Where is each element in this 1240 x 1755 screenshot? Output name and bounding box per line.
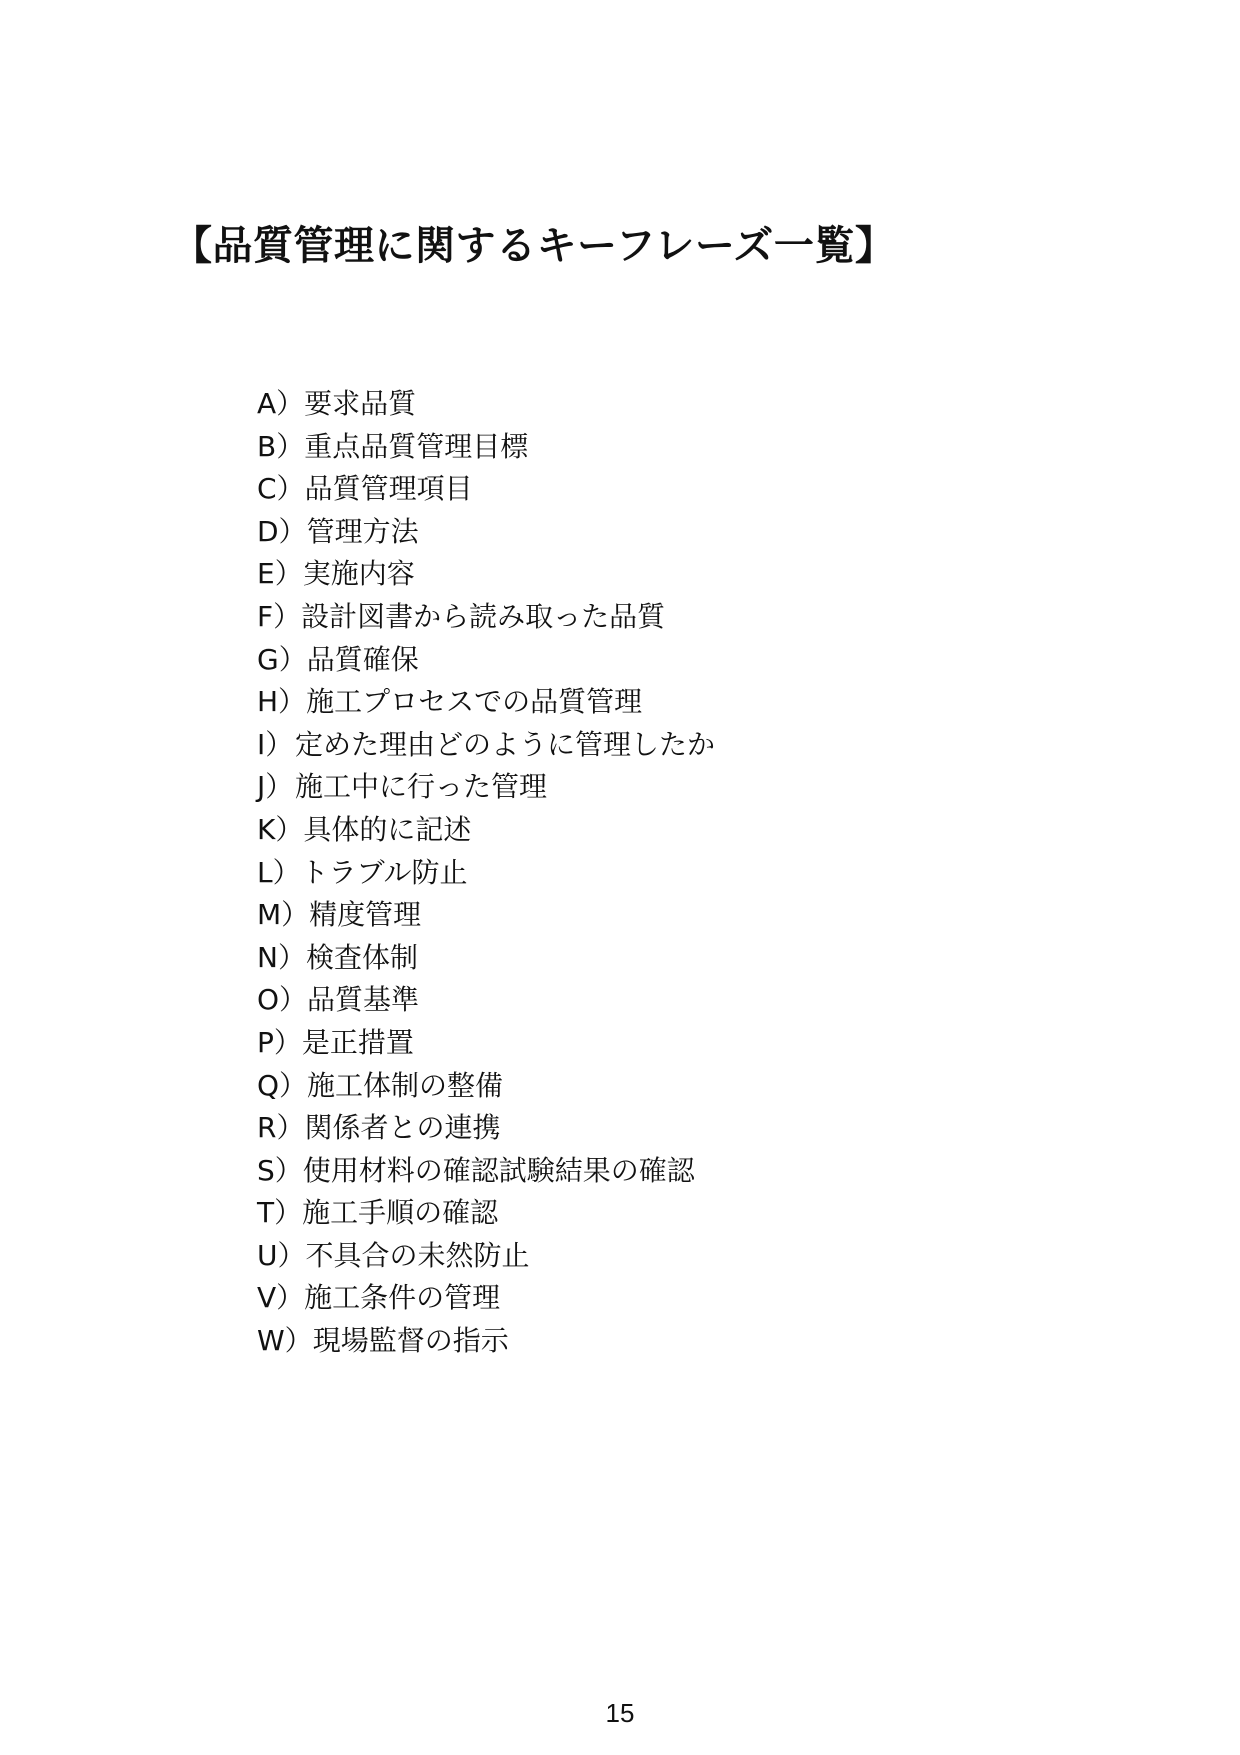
item-key: E）	[257, 557, 303, 591]
item-text: 施工手順の確認	[302, 1196, 499, 1230]
list-item	[257, 511, 715, 554]
list-item	[257, 1107, 715, 1150]
item-key: O）	[257, 983, 308, 1017]
item-text: 重点品質管理目標	[304, 429, 529, 463]
list-item	[257, 852, 715, 895]
list-item	[257, 1022, 715, 1065]
item-text: 定めた理由どのように管理したか	[295, 727, 716, 761]
item-key: V）	[257, 1281, 305, 1315]
item-key: L）	[257, 855, 301, 889]
item-text: 関係者との連携	[304, 1111, 501, 1145]
item-text: トラブル防止	[300, 855, 468, 889]
list-item	[257, 468, 715, 511]
item-text: 具体的に記述	[303, 812, 472, 846]
list-item	[257, 596, 715, 639]
item-text: 使用材料の確認試験結果の確認	[302, 1153, 695, 1187]
list-item	[257, 1192, 715, 1235]
list-item	[257, 894, 715, 937]
item-key: J）	[257, 770, 294, 804]
key-phrase-list	[257, 383, 715, 1363]
item-key: U）	[257, 1238, 306, 1272]
item-key: K）	[257, 812, 304, 846]
item-text: 設計図書から読み取った品質	[301, 599, 666, 633]
item-text: 是正措置	[301, 1025, 414, 1059]
list-item	[257, 1065, 715, 1108]
list-item	[257, 383, 715, 426]
list-item	[257, 553, 715, 596]
item-key: F）	[257, 599, 302, 633]
item-text: 施工中に行った管理	[295, 770, 548, 804]
item-text: 施工体制の整備	[307, 1068, 504, 1102]
list-item	[257, 979, 715, 1022]
list-item	[257, 809, 715, 852]
list-item	[257, 426, 715, 469]
list-item	[257, 1235, 715, 1278]
page-title: 【品質管理に関するキーフレーズ一覧】	[172, 223, 896, 269]
list-item	[257, 1277, 715, 1320]
item-text: 検査体制	[305, 940, 418, 974]
list-item	[257, 681, 715, 724]
item-text: 実施内容	[302, 557, 415, 591]
item-key: M）	[257, 898, 310, 932]
item-key: G）	[257, 642, 307, 676]
item-key: W）	[257, 1324, 313, 1358]
item-key: N）	[257, 940, 306, 974]
item-key: A）	[257, 387, 305, 420]
item-text: 精度管理	[309, 898, 422, 932]
item-key: C）	[257, 472, 305, 506]
item-key: B）	[257, 429, 305, 463]
item-key: Q）	[257, 1068, 308, 1102]
item-text: 施工プロセスでの品質管理	[306, 685, 643, 719]
page-number: 15	[605, 1698, 635, 1728]
list-item	[257, 937, 715, 980]
list-item	[257, 1320, 715, 1363]
item-key: I）	[257, 727, 294, 761]
list-item	[257, 639, 715, 682]
item-text: 不具合の未然防止	[305, 1238, 530, 1272]
item-key: T）	[257, 1196, 303, 1230]
item-text: 現場監督の指示	[312, 1324, 509, 1358]
item-text: 品質管理項目	[304, 472, 473, 506]
item-key: H）	[257, 685, 307, 719]
item-key: D）	[257, 514, 307, 548]
item-key: P）	[257, 1025, 302, 1059]
list-item	[257, 766, 715, 809]
item-text: 要求品質	[304, 387, 417, 420]
list-item	[257, 1150, 715, 1193]
list-item	[257, 724, 715, 767]
item-text: 品質基準	[307, 983, 420, 1017]
item-key: R）	[257, 1111, 305, 1145]
item-key: S）	[257, 1153, 303, 1187]
item-text: 管理方法	[306, 514, 419, 548]
item-text: 品質確保	[306, 642, 419, 676]
item-text: 施工条件の管理	[304, 1281, 501, 1315]
